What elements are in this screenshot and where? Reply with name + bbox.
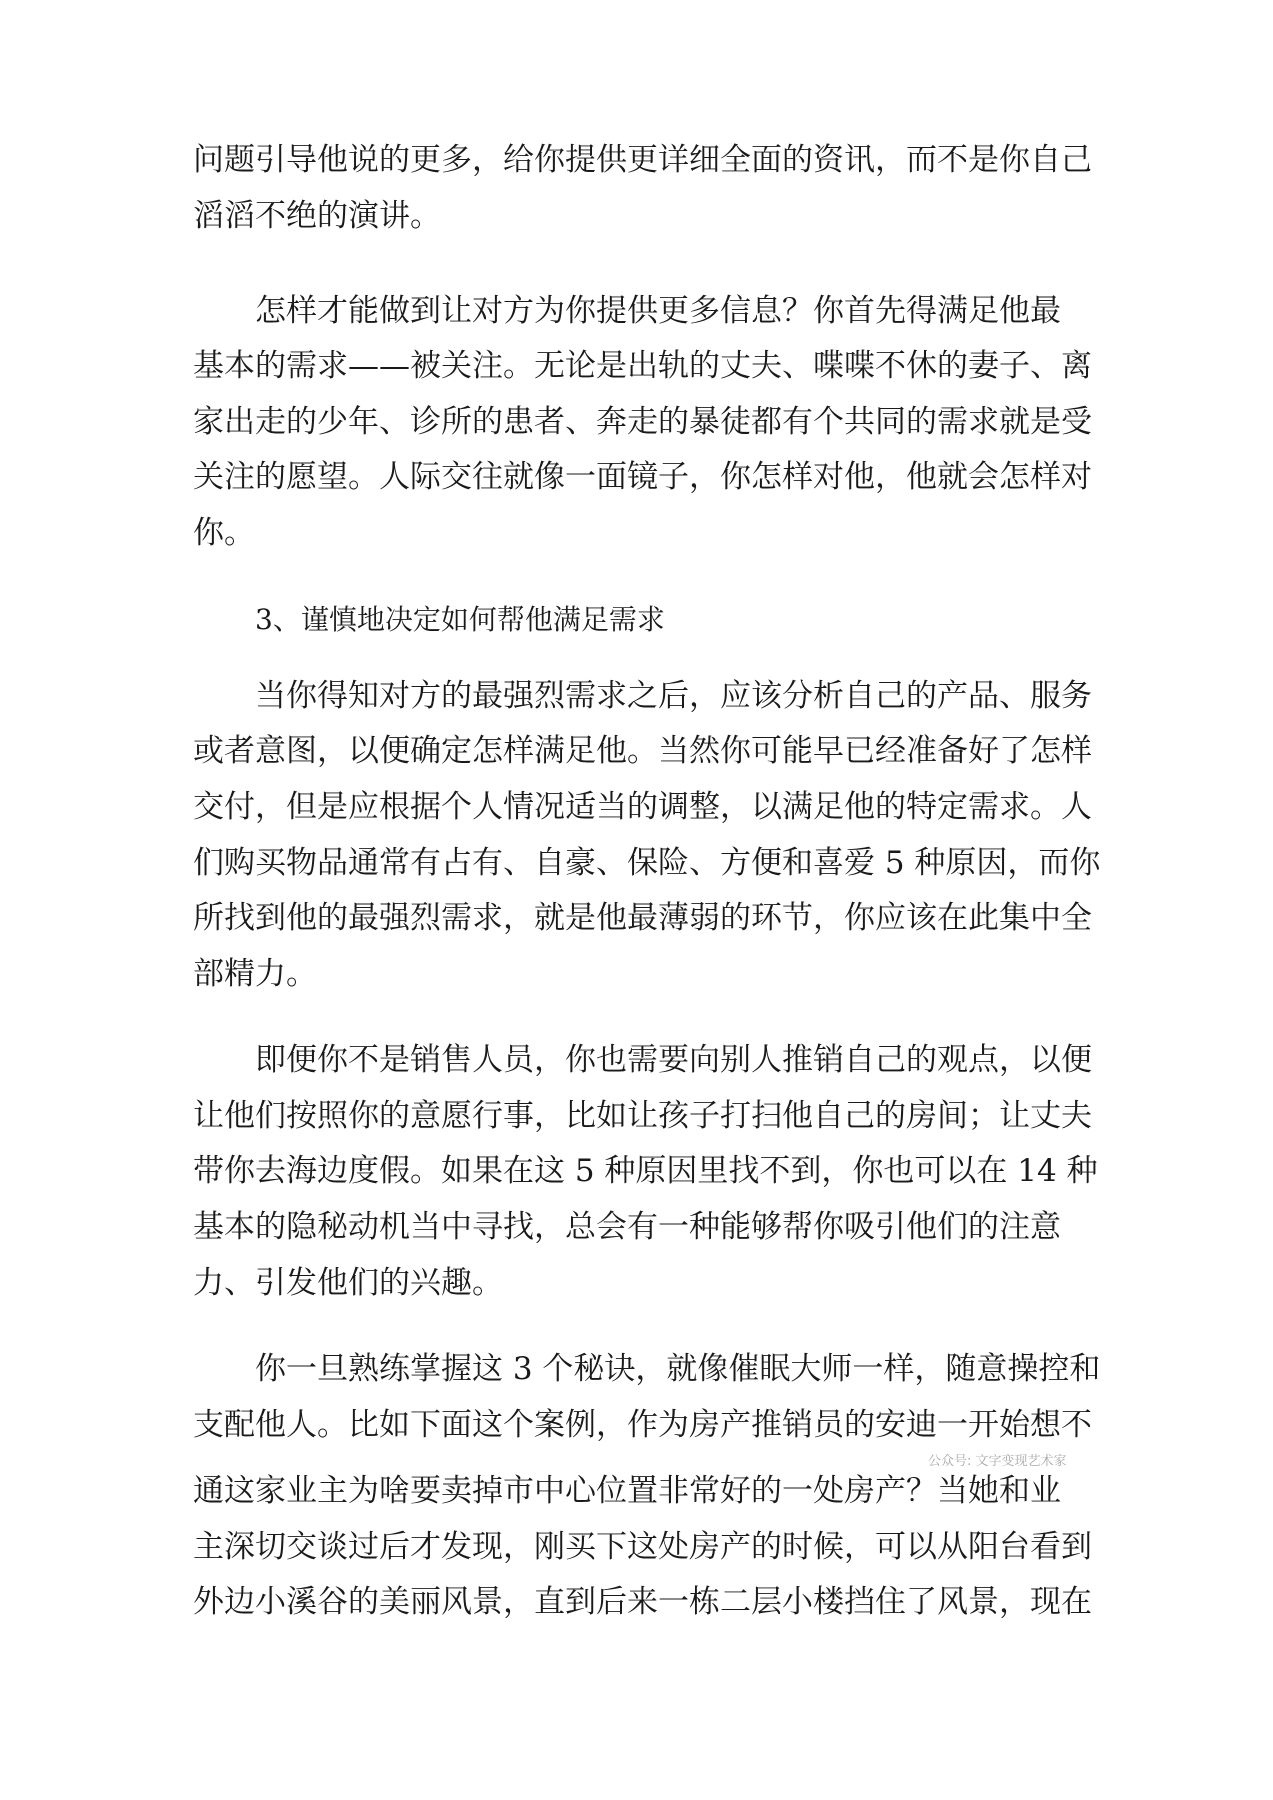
section-heading: 3、谨慎地决定如何帮他满足需求 [255,603,665,636]
text-line: 们购买物品通常有占有、自豪、保险、方便和喜爱 5 种原因，而你 [193,845,1101,881]
text-line: 你。 [193,515,255,551]
text-line: 滔滔不绝的演讲。 [193,198,441,234]
text-line: 所找到他的最强烈需求，就是他最薄弱的环节，你应该在此集中全 [193,900,1092,936]
text-line: 基本的需求——被关注。无论是出轨的丈夫、喋喋不休的妻子、离 [193,348,1092,384]
text-line: 部精力。 [193,956,317,992]
text-line: 交付，但是应根据个人情况适当的调整，以满足他的特定需求。人 [193,789,1092,825]
text-line: 当你得知对方的最强烈需求之后，应该分析自己的产品、服务 [255,678,1092,714]
text-line: 即便你不是销售人员，你也需要向别人推销自己的观点，以便 [255,1042,1092,1078]
text-line: 或者意图，以便确定怎样满足他。当然你可能早已经准备好了怎样 [193,733,1092,769]
text-line: 力、引发他们的兴趣。 [193,1265,503,1301]
text-line: 关注的愿望。人际交往就像一面镜子，你怎样对他，他就会怎样对 [193,459,1092,495]
text-line: 带你去海边度假。如果在这 5 种原因里找不到，你也可以在 14 种 [193,1153,1098,1189]
text-line: 支配他人。比如下面这个案例，作为房产推销员的安迪一开始想不 [193,1407,1092,1443]
text-line: 基本的隐秘动机当中寻找，总会有一种能够帮你吸引他们的注意 [193,1209,1061,1245]
text-line: 怎样才能做到让对方为你提供更多信息？你首先得满足他最 [255,293,1061,329]
text-line: 主深切交谈过后才发现，刚买下这处房产的时候，可以从阳台看到 [193,1529,1092,1565]
text-line: 问题引导他说的更多，给你提供更详细全面的资讯，而不是你自己 [193,142,1092,178]
text-line: 你一旦熟练掌握这 3 个秘诀，就像催眠大师一样，随意操控和 [255,1351,1101,1387]
text-line: 通这家业主为啥要卖掉市中心位置非常好的一处房产？当她和业 [193,1473,1061,1509]
watermark: 公众号: 文字变现艺术家 [928,1454,1067,1469]
text-line: 家出走的少年、诊所的患者、奔走的暴徒都有个共同的需求就是受 [193,404,1092,440]
text-line: 让他们按照你的意愿行事，比如让孩子打扫他自己的房间；让丈夫 [193,1098,1092,1134]
text-line: 外边小溪谷的美丽风景，直到后来一栋二层小楼挡住了风景，现在 [193,1584,1092,1620]
